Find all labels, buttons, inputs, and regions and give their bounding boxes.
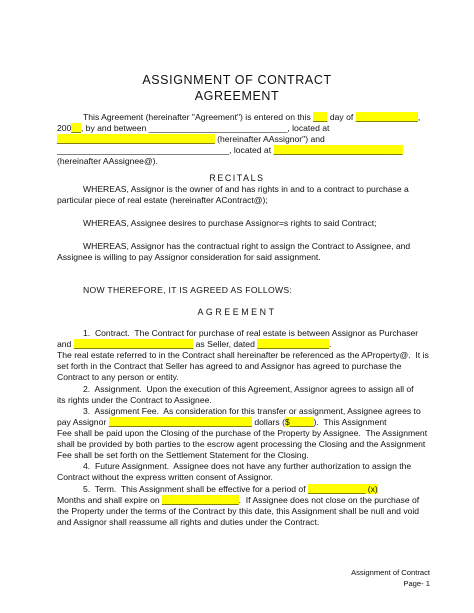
assignee-name-blank[interactable]: ____________________________________ (57, 145, 230, 155)
section-3-line-1: 3. Assignment Fee. As consideration for this transfer or assignment, Assignee agrees to (83, 406, 421, 416)
intro-text: , located at (229, 145, 274, 155)
now-therefore-clause: NOW THEREFORE, IT IS AGREED AS FOLLOWS: (83, 285, 293, 295)
expiry-date-field[interactable]: ________________ (162, 495, 239, 505)
section-1-line-3: The real estate referred to in the Contract shall hereinafter be referenced as the AProperty@. It is (57, 350, 429, 360)
intro-text: day of (327, 112, 356, 122)
section-text: 5. Term. This Assignment shall be effective for a period of (83, 484, 308, 494)
section-text: . (328, 339, 332, 349)
section-4-line-1: 4. Future Assignment. Assignee does not have any further authorization to assign the (83, 461, 412, 471)
recital-1-line-2: particular piece of real estate (hereinafter AContract@); (57, 195, 268, 205)
section-3-line-2 (57, 417, 387, 427)
section-1-line-5: Contract to any person or entity. (57, 372, 179, 382)
section-text: Months and shall expire on (57, 495, 163, 505)
section-4-line-2: Contract without the express written consent of Assignor. (57, 472, 273, 482)
section-5-line-3: the Property under the terms of the Contract by this date, this Assignment shall be null and void (57, 506, 420, 516)
intro-line-3 (57, 134, 325, 144)
section-1-line-2 (57, 339, 331, 349)
assignor-address-field[interactable]: _________________________________ (57, 134, 215, 144)
intro-text: (hereinafter AAssignor") and (214, 134, 325, 144)
document-title-line2: AGREEMENT (194, 89, 280, 103)
intro-text: This Agreement (hereinafter "Agreement") is entered on this (83, 112, 314, 122)
section-2-line-2: its rights under the Contract to Assignee. (57, 395, 212, 405)
year-field[interactable]: __ (71, 123, 81, 133)
section-5-line-1 (83, 484, 378, 494)
section-3-line-5: Fee shall be set forth on the Settlement Statement for the Closing. (57, 450, 309, 460)
section-1-line-1: 1. Contract. The Contract for purchase of real estate is between Assignor as Purchaser (83, 328, 419, 338)
section-text: dollars ( (251, 417, 285, 427)
section-1-line-4: set forth in the Contract that Seller has agreed to and Assignor has agreed to purchase the (57, 361, 402, 371)
agreement-heading: AGREEMENT (197, 307, 277, 317)
seller-name-field[interactable]: _________________________ (73, 339, 194, 349)
intro-text: 200 (57, 123, 72, 133)
intro-text: , by and between (80, 123, 149, 133)
recital-3-line-1: WHEREAS, Assignor has the contractual right to assign the Contract to Assignee, and (83, 241, 411, 251)
intro-text: , located at (287, 123, 330, 133)
section-2-line-1: 2. Assignment. Upon the execution of this Agreement, Assignor agrees to assign all of (83, 384, 414, 394)
fee-words-field[interactable]: ______________________________ (108, 417, 252, 427)
intro-line-2 (57, 123, 329, 133)
intro-line-4 (57, 145, 403, 155)
month-field[interactable]: _____________ (355, 112, 418, 122)
section-text: ). This Assignment (313, 417, 387, 427)
document-title-line1: ASSIGNMENT OF CONTRACT (142, 73, 332, 87)
page-number: Page- 1 (403, 579, 430, 588)
term-months-field[interactable]: ____________ (x) (308, 484, 378, 494)
intro-line-5: (hereinafter AAssignee@). (57, 156, 158, 166)
section-3-line-3: Fee shall be paid upon the Closing of the purchase of the Property by Assignee. The Assignment (57, 428, 428, 438)
section-3-line-4: shall be provided by both parties to the escrow agent processing the Closing and the Assignment (57, 439, 426, 449)
recital-1-line-1: WHEREAS, Assignor is the owner of and has rights in and to a contract to purchase a (83, 184, 409, 194)
section-5-line-2 (57, 495, 419, 505)
section-text: . If Assignee does not close on the purchase of (238, 495, 420, 505)
recital-2: WHEREAS, Assignee desires to purchase Assignor=s rights to said Contract; (83, 218, 377, 228)
section-text: and (57, 339, 74, 349)
intro-line-1 (83, 112, 420, 122)
section-5-line-4: and Assignor shall reassume all rights and duties under the Contract. (57, 517, 320, 527)
recitals-heading: RECITALS (209, 173, 265, 183)
section-text: as Seller, dated (193, 339, 258, 349)
section-text: pay Assignor (57, 417, 109, 427)
assignee-address-field[interactable]: ___________________________ (273, 145, 403, 155)
assignor-name-blank[interactable]: _____________________________ (148, 123, 288, 133)
contract-date-field[interactable]: _______________ (257, 339, 329, 349)
recital-3-line-2: Assignee is willing to pay Assignor consideration for said assignment. (57, 252, 321, 262)
day-field[interactable]: ___ (313, 112, 328, 122)
fee-amount-field[interactable]: $_____ (284, 417, 314, 427)
footer-title: Assignment of Contract (351, 568, 430, 577)
intro-text: , (417, 112, 421, 122)
